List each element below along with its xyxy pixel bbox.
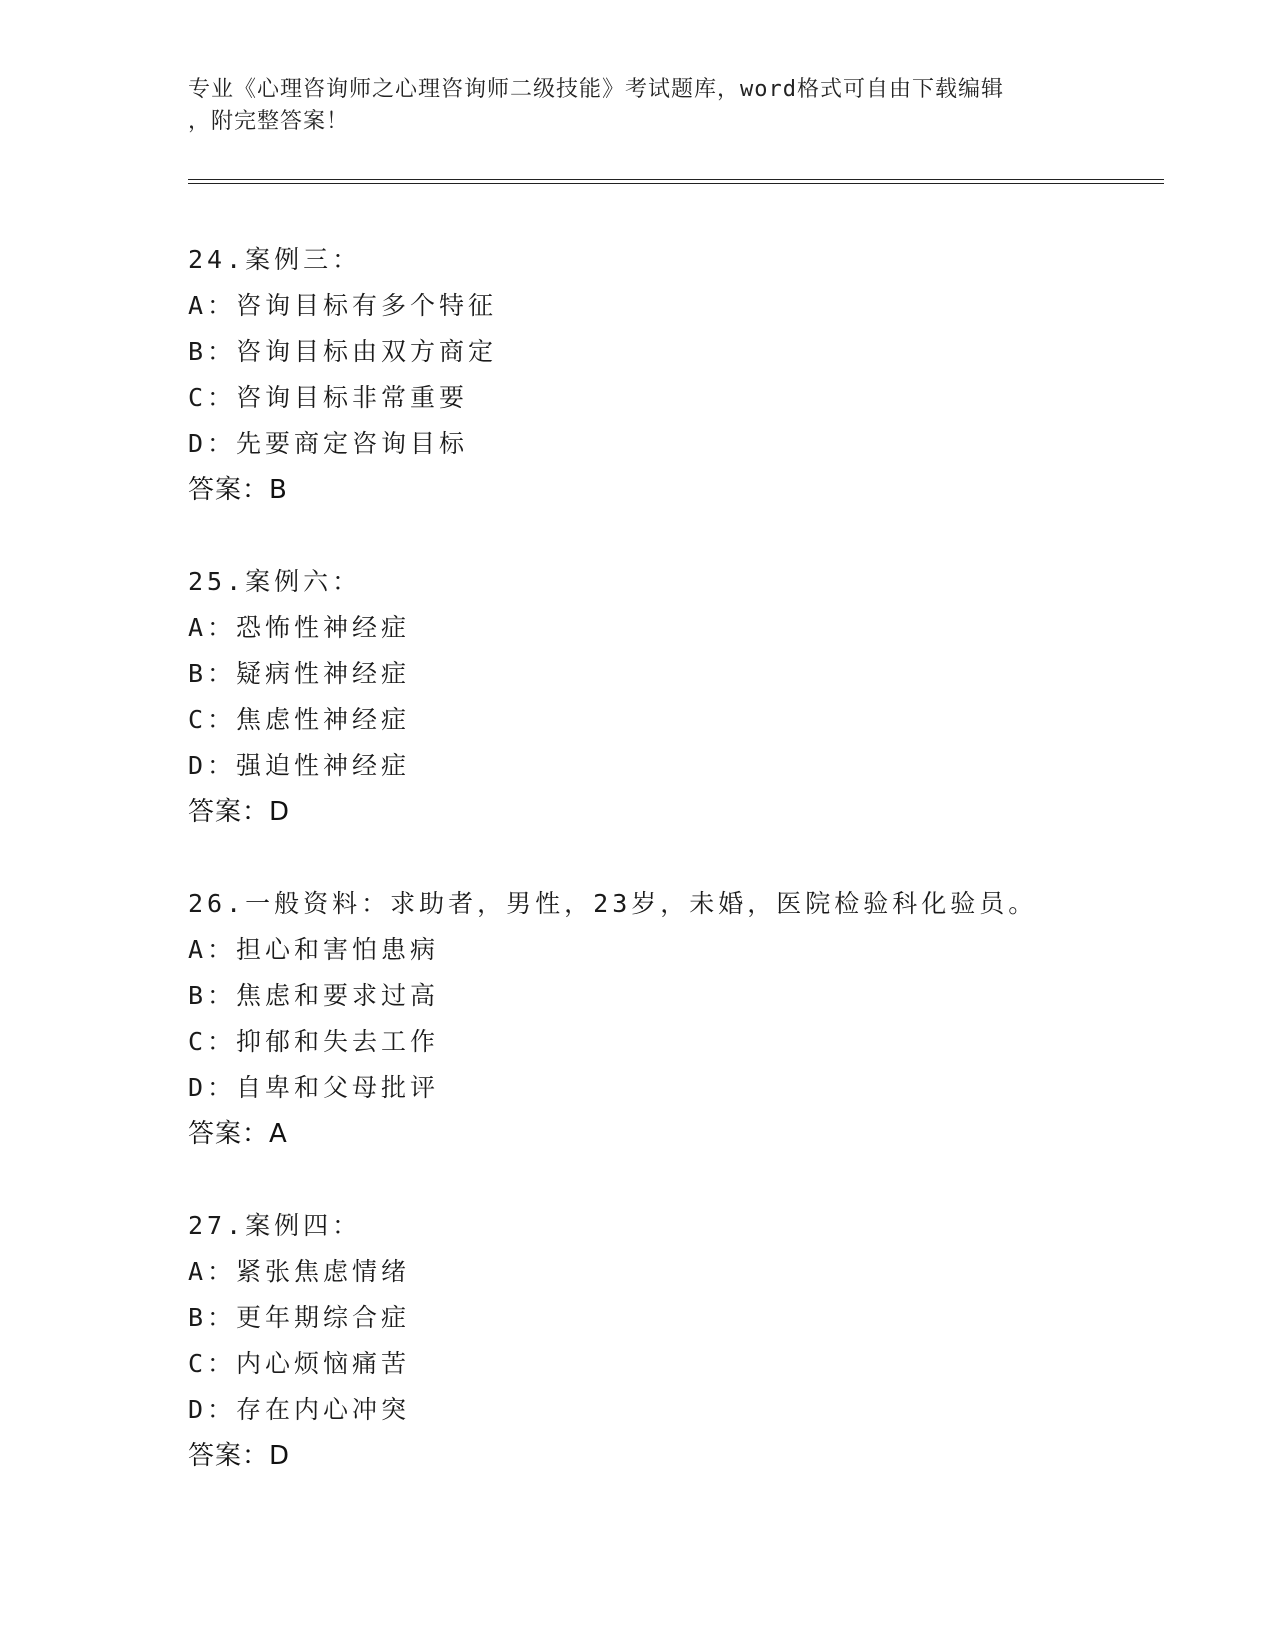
question-stem: 26.一般资料：求助者，男性，23岁，未婚，医院检验科化验员。 [188, 889, 1038, 918]
option-a: A：恐怖性神经症 [188, 613, 411, 642]
question-26 [188, 881, 1188, 1157]
question-24 [188, 237, 1188, 513]
answer: 答案：D [188, 1441, 291, 1471]
document-header [188, 74, 1088, 138]
header-divider-top [188, 179, 1164, 180]
option-a: A：担心和害怕患病 [188, 935, 440, 964]
option-c: C：焦虑性神经症 [188, 705, 411, 734]
option-d: D：强迫性神经症 [188, 751, 411, 780]
answer: 答案：A [188, 1119, 288, 1149]
option-c: C：咨询目标非常重要 [188, 383, 469, 412]
question-stem: 25.案例六： [188, 567, 362, 596]
question-list [188, 237, 1188, 1525]
header-line-2: ，附完整答案！ [188, 109, 350, 134]
question-25 [188, 559, 1188, 835]
answer: 答案：D [188, 797, 291, 827]
option-c: C：内心烦恼痛苦 [188, 1349, 411, 1378]
option-d: D：先要商定咨询目标 [188, 429, 469, 458]
header-divider-bottom [188, 183, 1164, 184]
option-b: B：焦虑和要求过高 [188, 981, 440, 1010]
option-c: C：抑郁和失去工作 [188, 1027, 440, 1056]
answer: 答案：B [188, 475, 288, 505]
option-a: A：咨询目标有多个特征 [188, 291, 498, 320]
question-stem: 27.案例四： [188, 1211, 362, 1240]
option-d: D：存在内心冲突 [188, 1395, 411, 1424]
option-b: B：更年期综合症 [188, 1303, 411, 1332]
option-a: A：紧张焦虑情绪 [188, 1257, 411, 1286]
question-stem: 24.案例三： [188, 245, 362, 274]
header-line-1: 专业《心理咨询师之心理咨询师二级技能》考试题库，word格式可自由下载编辑 [188, 77, 1004, 102]
option-b: B：咨询目标由双方商定 [188, 337, 498, 366]
option-d: D：自卑和父母批评 [188, 1073, 440, 1102]
question-27 [188, 1203, 1188, 1479]
option-b: B：疑病性神经症 [188, 659, 411, 688]
